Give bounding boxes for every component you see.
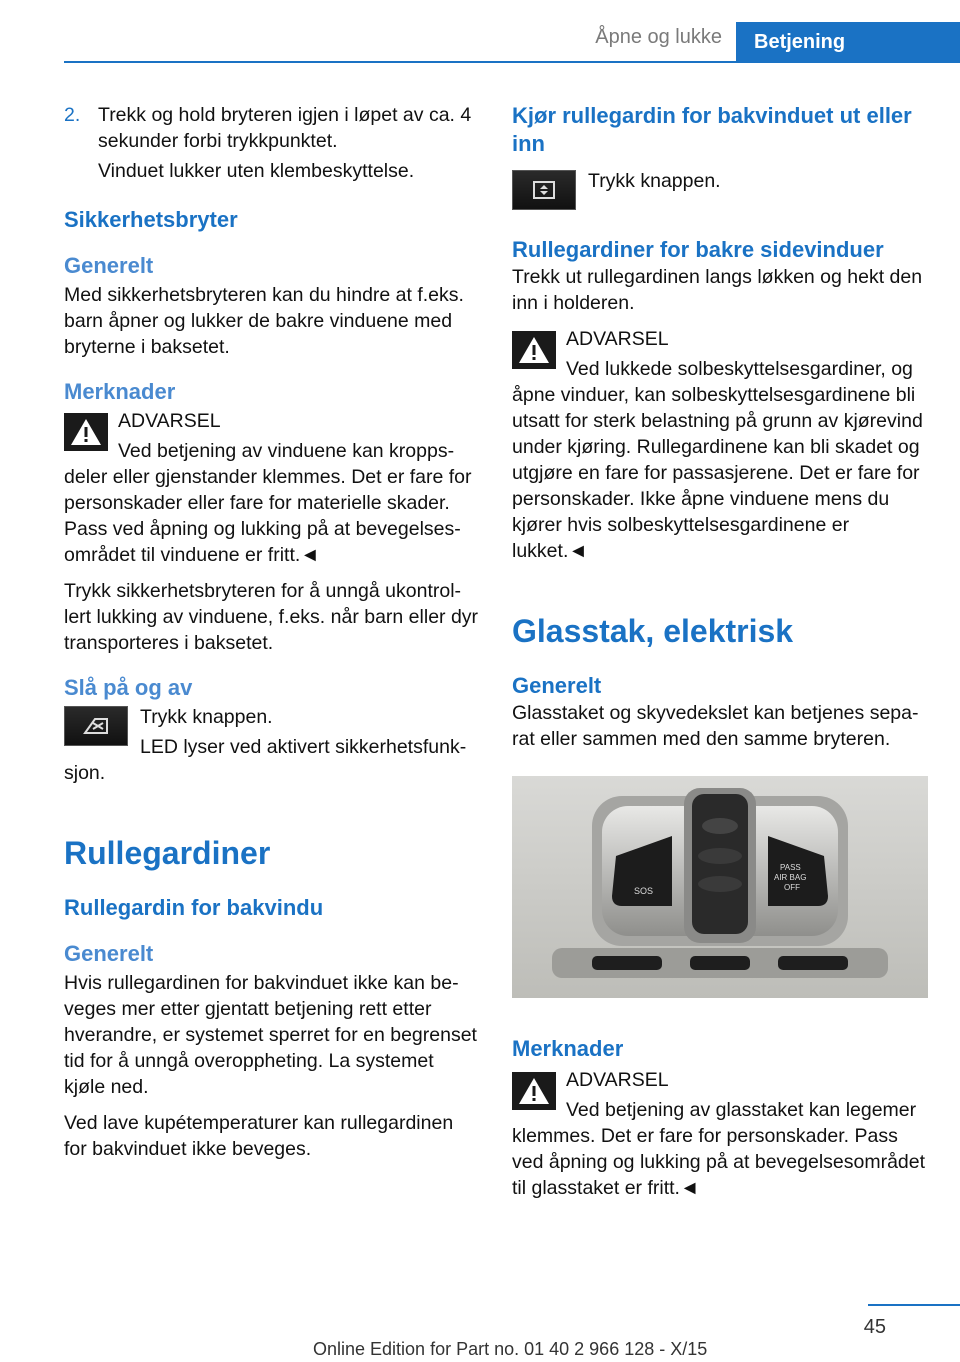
heading-kjor-rullegardin: Kjør rullegardin for bakvinduet ut eller inn bbox=[512, 103, 912, 156]
button-instruction bbox=[512, 168, 930, 214]
heading-merknader: Merknader bbox=[512, 1036, 624, 1061]
paragraph: Med sikkerhetsbryteren kan du hindre at f.eks. barn åpner og lukker de bakre vinduene med bryterne i baksetet. bbox=[64, 284, 464, 358]
pass-label: PASS bbox=[780, 863, 801, 872]
step-subtext: Vinduet lukker uten klembeskyttelse. bbox=[98, 160, 415, 182]
button-instruction-text: Trykk knappen. bbox=[140, 706, 273, 728]
button-instruction-note: LED lyser ved aktivert sikkerhetsfunksjon. bbox=[64, 736, 467, 784]
header-section-title: Åpne og lukke bbox=[595, 26, 722, 48]
rear-blind-button-icon bbox=[512, 170, 576, 210]
warning-title: ADVARSEL bbox=[566, 1069, 669, 1091]
paragraph: Ved lave kupétemperaturer kan rullegardinen for bakvinduet ikke beveges. bbox=[64, 1112, 454, 1160]
page-number: 45 bbox=[863, 1316, 886, 1338]
heading-sikkerhetsbryter: Sikkerhetsbryter bbox=[64, 207, 238, 232]
button-instruction-text: Trykk knappen. bbox=[588, 170, 721, 192]
heading-rullegardiner: Rullegardiner bbox=[64, 835, 271, 871]
warning-text: Ved betjening av glasstaket kan legemer klemmes. Det er fare for personskader. Pass ved åpning og lukking på at bevegelsesområdet til glasstaket er fritt.◄ bbox=[512, 1099, 926, 1199]
sos-label: SOS bbox=[634, 886, 654, 896]
warning-icon bbox=[64, 413, 108, 451]
child-lock-button-icon bbox=[64, 706, 128, 746]
heading-rullegardin-bakvindu: Rullegardin for bakvindu bbox=[64, 895, 324, 920]
heading-rullegardiner-sidevinduer: Rullegardiner for bakre sidevinduer bbox=[512, 237, 884, 262]
heading-glasstak: Glasstak, elektrisk bbox=[512, 613, 794, 649]
step-text: Trekk og hold bryteren igjen i løpet av ca. 4 sekunder forbi trykkpunktet. bbox=[98, 104, 472, 152]
paragraph: Trekk ut rullegardinen langs løkken og hekt den inn i holderen. bbox=[512, 266, 923, 314]
warning-box bbox=[512, 326, 930, 564]
warning-text: Ved betjening av vinduene kan kroppsdeler eller gjenstander klemmes. Det er fare for personskader eller fare for materielle skader. Pass ved åpning og lukking på at bevegelsesområdet til vinduene er fritt.◄ bbox=[64, 440, 472, 566]
roof-console-photo bbox=[512, 776, 928, 998]
left-column bbox=[64, 102, 480, 1172]
warning-icon bbox=[512, 331, 556, 369]
warning-title: ADVARSEL bbox=[566, 328, 669, 350]
button-instruction bbox=[64, 704, 480, 786]
footer-edition: Online Edition for Part no. 01 40 2 966 128 - X/15 bbox=[313, 1339, 708, 1359]
heading-sla-pa-og-av: Slå på og av bbox=[64, 675, 193, 700]
header-chapter-tab: Betjening bbox=[736, 22, 960, 62]
heading-merknader: Merknader bbox=[64, 379, 176, 404]
off-label: OFF bbox=[784, 883, 800, 892]
step-number: 2. bbox=[64, 104, 81, 126]
heading-generelt: Generelt bbox=[64, 941, 154, 966]
warning-box bbox=[64, 408, 480, 568]
airbag-label: AIR BAG bbox=[774, 873, 807, 882]
step-2 bbox=[64, 102, 480, 154]
warning-text: Ved lukkede solbeskyttelsesgardiner, og åpne vinduer, kan solbeskyttelsesgardinene bli utsatt for sterk belastning på grunn av kjørevind under kjøring. Rullegardinene kan bli skadet og utgjøre en fare for passasjerene. Det er fare for personskader. Ikke åpne vinduene mens du kjører hvis solbeskyttelsesgardinene er lukket.◄ bbox=[512, 358, 923, 562]
warning-icon bbox=[512, 1072, 556, 1110]
paragraph: Trykk sikkerhetsbryteren for å unngå ukontrollert lukking av vinduene, f.eks. når barn eller dyr transporteres i baksetet. bbox=[64, 580, 479, 654]
footer-rule bbox=[868, 1304, 960, 1306]
heading-generelt: Generelt bbox=[64, 253, 154, 278]
heading-generelt: Generelt bbox=[512, 673, 602, 698]
warning-title: ADVARSEL bbox=[118, 410, 221, 432]
paragraph: Glasstaket og skyvedekslet kan betjenes separat eller sammen med den samme bryteren. bbox=[512, 702, 919, 750]
paragraph: Hvis rullegardinen for bakvinduet ikke kan beveges mer etter gjentatt betjening rett etter hverandre, er systemet sperret for en begrenset tid for å unngå overoppheting. La systemet kjøle ned. bbox=[64, 972, 477, 1098]
warning-box bbox=[512, 1067, 930, 1201]
right-column bbox=[512, 102, 930, 1211]
